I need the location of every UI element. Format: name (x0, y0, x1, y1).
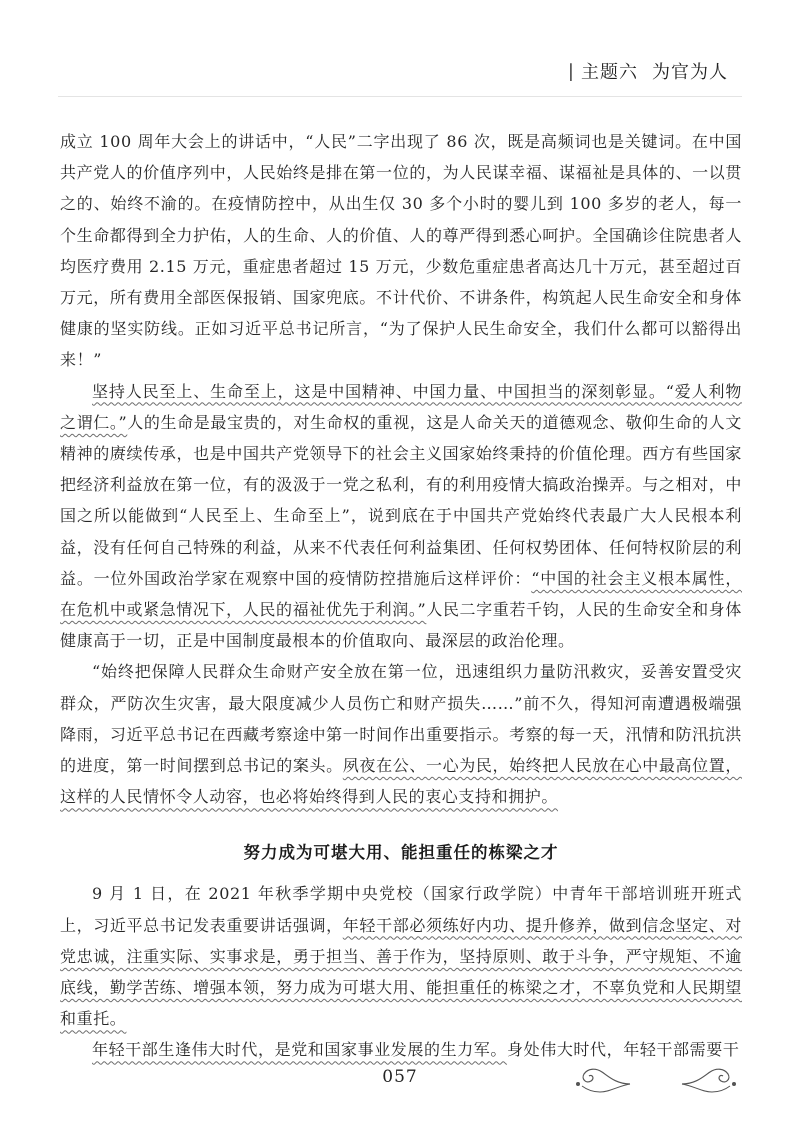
paragraph-4-text: 9 月 1 日，在 2021 年秋季学期中央党校（国家行政学院）中青年干部培训班开班式上，习近平总书记发表重要讲话强调， (60, 884, 742, 935)
article-body (60, 126, 742, 1066)
paragraph-2-text: 人的生命是最宝贵的，对生命权的重视，这是人命关天的道德观念、敬仰生命的人文精神的赓续传承，也是中国共产党领导下的社会主义国家始终秉持的价值伦理。西方有些国家把经济利益放在第一位，有的汲汲于一党之私利，有的利用疫情大搞政治操弄。与之相对，中国之所以能做到“人民至上、生命至上”，说到底在于中国共产党始终代表最广大人民根本利益，没有任何自己特殊的利益，从来不代表任何利益集团、任何权势团体、任何特权阶层的利益。一位外国政治学家在观察中国的疫情防控措施后这样评价： (60, 412, 743, 588)
paragraph-2-tail: 人民二字重若千钧，人民的生命安全和身体健康高于一切，正是中国制度最根本的价值取向、最深层的政治伦理。 (60, 600, 742, 651)
paragraph-3 (60, 656, 742, 812)
highlighted-quote: “中国的社会主义根本属性，在危机中或紧急情况下，人民的福祉优先于利润。” (60, 568, 742, 620)
page-number: 057 (382, 1067, 418, 1087)
paragraph-4 (60, 878, 742, 1034)
paragraph-3-text: “始终把保障人民群众生命财产安全放在第一位，迅速组织力量防汛救灾，妥善安置受灾群众，严防次生灾害，最大限度减少人员伤亡和财产损失……”前不久，得知河南遭遇极端强降雨，习近平总书记在西藏考察途中第一时间作出重要指示。考察的每一天，汛情和防汛抗洪的进度，第一时间摆到总书记的案头。 (60, 662, 742, 776)
header-rule (58, 96, 742, 97)
section-heading: 努力成为可堪大用、能担重任的栋梁之才 (243, 843, 559, 863)
running-head-section: 主题六 (581, 62, 638, 83)
paragraph-1: 成立 100 周年大会上的讲话中，“人民”二字出现了 86 次，既是高频词也是关键词。在中国共产党人的价值序列中，人民始终是排在第一位的，为人民谋幸福、谋福祉是具体的、一以贯之的、始终不渝的。在疫情防控中，从出生仅 30 多个小时的婴儿到 100 多岁的老人，每一个生命都得到全力护佑，人的生命、人的价值、人的尊严得到悉心呵护。全国确诊住院患者人均医疗费用 2.15 万元，重症患者超过 15 万元，少数危重症患者高达几十万元，甚至超过百万元，所有费用全部医保报销、国家兜底。不计代价、不讲条件，构筑起人民生命安全和身体健康的坚实防线。正如习近平总书记所言，“为了保护人民生命安全，我们什么都可以豁得出来！” (60, 132, 742, 370)
highlighted-sentence: 年轻干部生逢伟大时代，是党和国家事业发展的生力军。 (92, 1040, 508, 1060)
paragraph-5-text: 身处伟大时代，年轻干部需要干 (507, 1040, 740, 1060)
paragraph-2 (60, 376, 742, 657)
highlighted-sentence: 夙夜在公、一心为民，始终把人民放在心中最高位置，这样的人民情怀令人动容，也必将始终得到人民的衷心支持和拥护。 (60, 756, 742, 807)
scroll-flourish-icon (680, 1062, 740, 1096)
page-footer (0, 1062, 800, 1102)
highlighted-sentence: 坚持人民至上、生命至上，这是中国精神、中国力量、中国担当的深刻彰显。“爱人利物之谓仁。” (60, 381, 742, 432)
highlighted-sentence: 年轻干部必须练好内功、提升修养，做到信念坚定、对党忠诚，注重实际、实事求是，勇于担当、善于作为，坚持原则、敢于斗争，严守规矩、不逾底线，勤学苦练、增强本领，努力成为可堪大用、能担重任的栋梁之才，不辜负党和人民期望和重托。 (60, 915, 742, 1029)
running-head-title: 为官为人 (652, 62, 728, 83)
paragraph-5 (60, 1034, 742, 1065)
running-head (568, 58, 742, 84)
running-head-bar: | (567, 60, 575, 82)
